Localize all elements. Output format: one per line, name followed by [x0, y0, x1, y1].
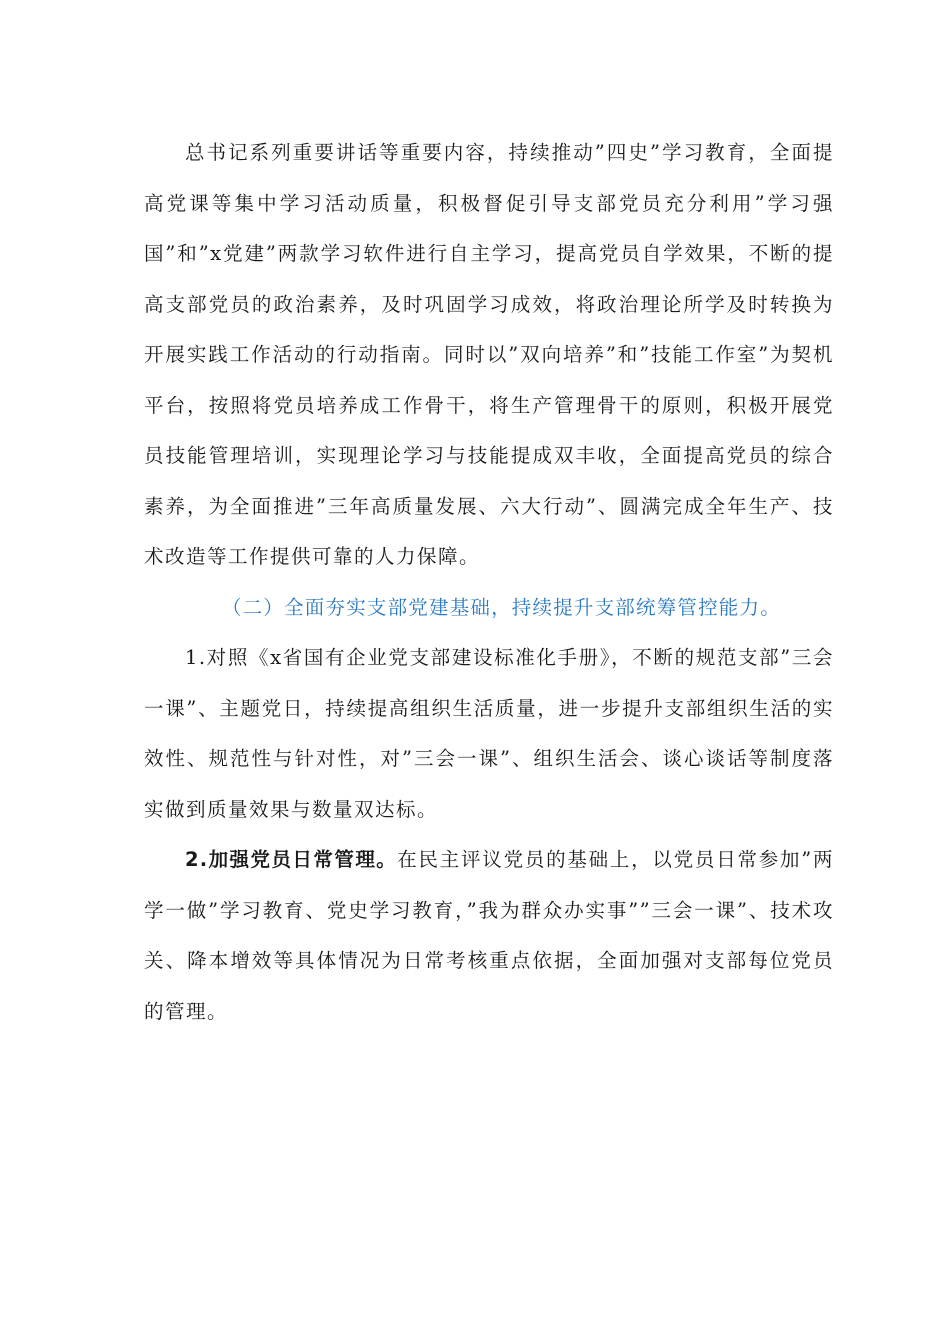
paragraph-member-management — [144, 835, 834, 1037]
paragraph-lead-text: 2.加强党员日常管理。 — [184, 848, 398, 871]
section-heading-2: （二）全面夯实支部党建基础，持续提升支部统筹管控能力。 — [222, 595, 781, 619]
paragraph-standardization: 1.对照《x省国有企业党支部建设标准化手册》，不断的规范支部”三会一课”、主题党日，持续提高组织生活质量，进一步提升支部组织生活的实效性、规范性与针对性，对”三会一课”、组织生活会、谈心谈话等制度落实做到质量效果与数量双达标。 — [144, 646, 834, 821]
paragraph-study-education: 总书记系列重要讲话等重要内容，持续推动”四史”学习教育，全面提高党课等集中学习活动质量，积极督促引导支部党员充分利用”学习强国”和”x党建”两款学习软件进行自主学习，提高党员自学效果，不断的提高支部党员的政治素养，及时巩固学习成效，将政治理论所学及时转换为开展实践工作活动的行动指南。同时以”双向培养”和”技能工作室”为契机平台，按照将党员培养成工作骨干，将生产管理骨干的原则，积极开展党员技能管理培训，实现理论学习与技能提成双丰收，全面提高党员的综合素养，为全面推进”三年高质量发展、六大行动”、圆满完成全年生产、技术改造等工作提供可靠的人力保障。 — [144, 141, 834, 568]
document-body — [144, 128, 834, 1037]
paragraph-body-text: 在民主评议党员的基础上，以党员日常参加”两学一做”学习教育、党史学习教育，”我为群众办实事””三会一课”、技术攻关、降本增效等具体情况为日常考核重点依据，全面加强对支部每位党员的管理。 — [144, 848, 834, 1023]
